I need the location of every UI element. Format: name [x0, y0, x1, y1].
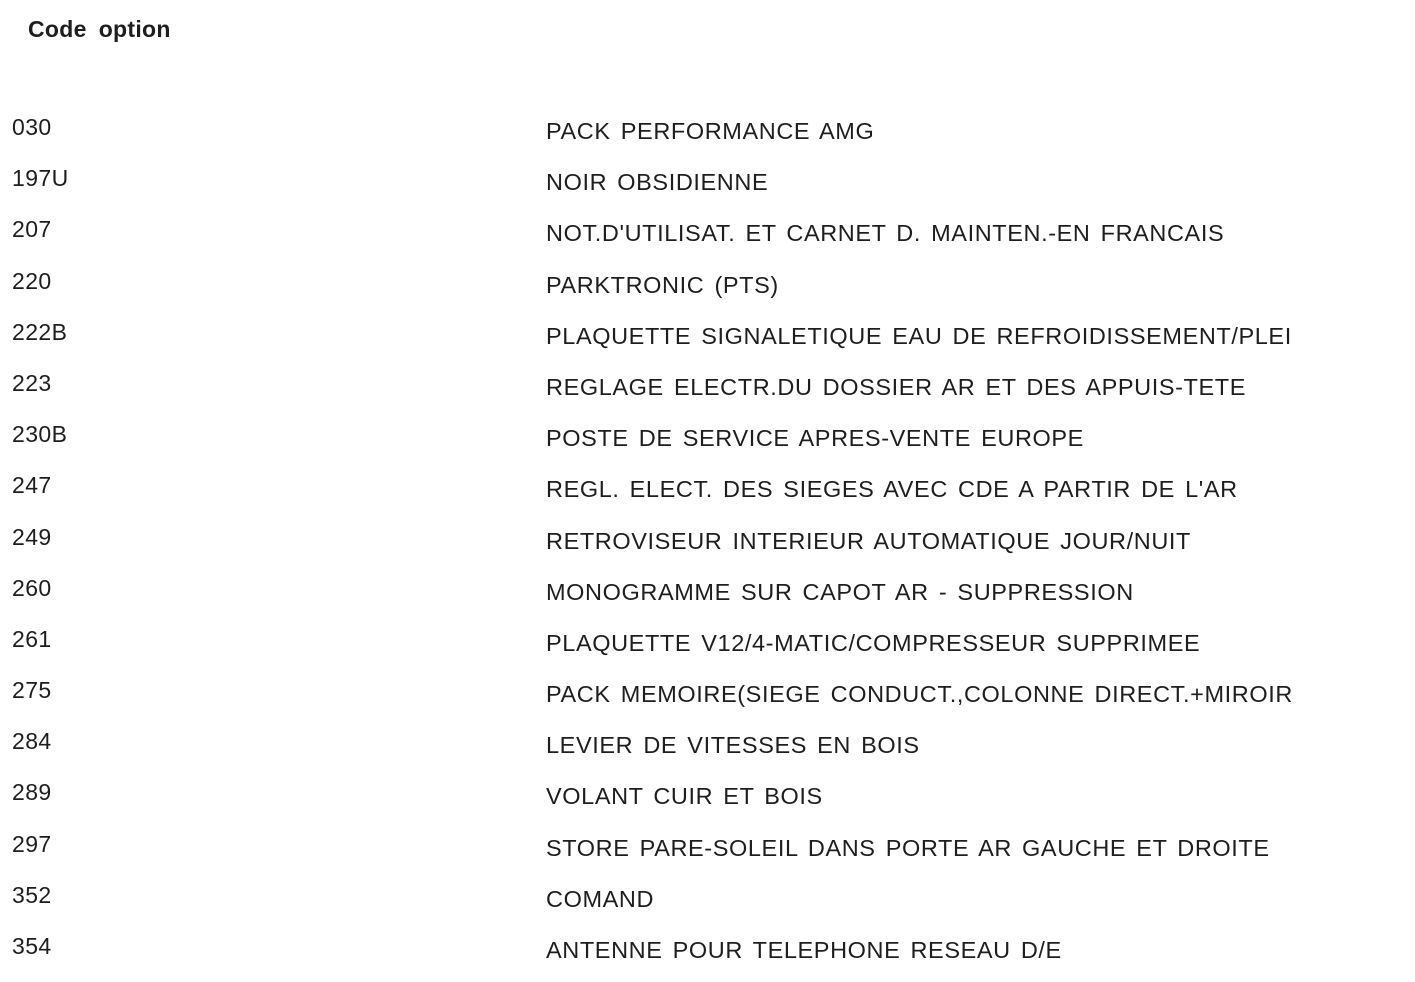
- option-code: 220: [12, 267, 52, 294]
- option-row: [0, 368, 1415, 419]
- option-description: PLAQUETTE V12/4-MATIC/COMPRESSEUR SUPPRIMEE: [546, 629, 1201, 656]
- option-description: POSTE DE SERVICE APRES-VENTE EUROPE: [546, 425, 1084, 452]
- option-row: [0, 675, 1415, 726]
- option-row: [0, 573, 1415, 624]
- option-code: 249: [12, 523, 52, 550]
- option-row: [0, 624, 1415, 675]
- option-row: [0, 419, 1415, 470]
- option-list: [0, 112, 1415, 982]
- option-code: 230B: [12, 421, 68, 448]
- option-description: STORE PARE-SOLEIL DANS PORTE AR GAUCHE ET DROITE: [546, 834, 1270, 861]
- option-row: [0, 317, 1415, 368]
- option-code: 223: [12, 369, 52, 396]
- option-code: 289: [12, 779, 52, 806]
- option-description: REGLAGE ELECTR.DU DOSSIER AR ET DES APPUIS-TETE: [546, 373, 1247, 400]
- option-row: [0, 522, 1415, 573]
- option-description: PACK MEMOIRE(SIEGE CONDUCT.,COLONNE DIRECT.+MIROIR: [546, 681, 1293, 708]
- option-description: PARKTRONIC (PTS): [546, 271, 779, 298]
- option-row: [0, 777, 1415, 828]
- option-code: 222B: [12, 318, 68, 345]
- option-description: PLAQUETTE SIGNALETIQUE EAU DE REFROIDISSEMENT/PLEI: [546, 322, 1292, 349]
- option-description: PACK PERFORMANCE AMG: [546, 118, 875, 144]
- option-row: [0, 470, 1415, 521]
- option-description: COMAND: [546, 885, 655, 912]
- option-row: [0, 214, 1415, 265]
- option-code: 247: [12, 472, 52, 499]
- option-code: 297: [12, 830, 52, 857]
- option-description: NOT.D'UTILISAT. ET CARNET D. MAINTEN.-EN FRANCAIS: [546, 220, 1225, 247]
- option-row: [0, 829, 1415, 880]
- option-code: 275: [12, 677, 52, 704]
- option-code: 352: [12, 881, 52, 908]
- option-code: 261: [12, 625, 52, 652]
- option-description: ANTENNE POUR TELEPHONE RESEAU D/E: [546, 937, 1062, 963]
- table-header: [28, 16, 171, 43]
- option-code: 207: [12, 216, 52, 243]
- option-code: 197U: [12, 165, 69, 192]
- option-row: [0, 880, 1415, 931]
- option-description: REGL. ELECT. DES SIEGES AVEC CDE A PARTIR DE L'AR: [546, 476, 1238, 503]
- option-row: [0, 112, 1415, 163]
- option-description: LEVIER DE VITESSES EN BOIS: [546, 732, 920, 759]
- option-row: [0, 726, 1415, 777]
- option-description: NOIR OBSIDIENNE: [546, 169, 769, 196]
- option-code: 030: [12, 114, 52, 140]
- option-row: [0, 931, 1415, 982]
- option-code: 260: [12, 574, 52, 601]
- option-row: [0, 266, 1415, 317]
- option-column-header: option: [98, 16, 171, 42]
- option-row: [0, 163, 1415, 214]
- option-description: VOLANT CUIR ET BOIS: [546, 783, 823, 810]
- code-column-header: Code: [28, 16, 87, 42]
- option-description: RETROVISEUR INTERIEUR AUTOMATIQUE JOUR/NUIT: [546, 527, 1191, 554]
- option-description: MONOGRAMME SUR CAPOT AR - SUPPRESSION: [546, 578, 1134, 605]
- option-code: 284: [12, 728, 52, 755]
- option-code: 354: [12, 933, 52, 959]
